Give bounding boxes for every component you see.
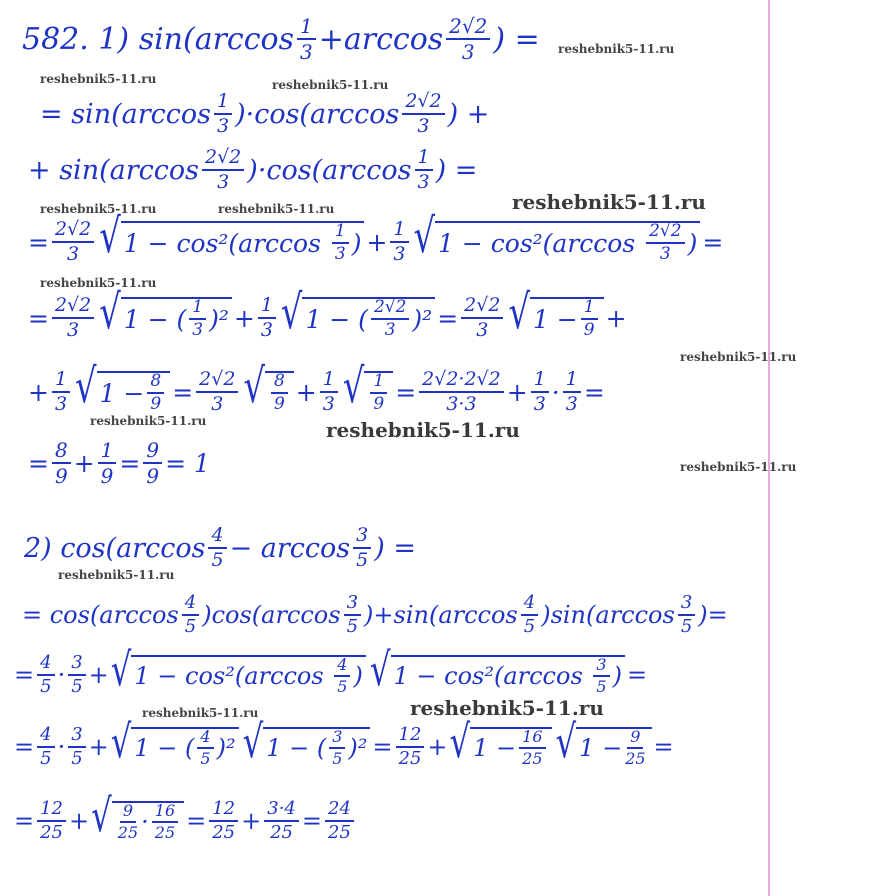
watermark: reshebnik5-11.ru <box>512 190 706 214</box>
part2-line-1: 2) cos(arccos $\frac{4}{5}$ − arccos $\frac{3}{5}$ ) = <box>24 524 416 571</box>
watermark: reshebnik5-11.ru <box>680 350 797 364</box>
watermark: reshebnik5-11.ru <box>410 696 604 720</box>
watermark: reshebnik5-11.ru <box>40 202 157 216</box>
watermark: reshebnik5-11.ru <box>680 460 797 474</box>
watermark: reshebnik5-11.ru <box>58 568 175 582</box>
part1-line-1: 582. 1) sin(arccos $\frac{1}{3}$ +arccos $\frac{2√2}{3}$ ) = <box>22 14 540 64</box>
part2-label: 2) <box>24 532 52 564</box>
part1-line-2: = sin(arccos $\frac{1}{3}$ )·cos(arccos $\frac{2√2}{3}$ ) + <box>40 90 490 137</box>
watermark: reshebnik5-11.ru <box>326 418 520 442</box>
part1-line-6: + $\frac{1}{3}$ √ 1 − $\frac{8}{9}$ = $\frac{2√2}{3}$ √ $\frac{8}{9}$ + $\frac{1}{3}$ √ $\frac{1}{9}$ = $\frac{2√2\cdot 2√2}{3\cdot 3}$ + $\frac{1}{3}$ · $\frac{1}{3}$ = <box>28 358 605 415</box>
margin-line <box>768 0 770 896</box>
part1-line-7: = $\frac{8}{9}$ + $\frac{1}{9}$ = $\frac{9}{9}$ = 1 <box>28 438 210 488</box>
watermark: reshebnik5-11.ru <box>558 42 675 56</box>
part1-label: 1) <box>98 21 130 57</box>
part1-line-5: = $\frac{2√2}{3}$ √ 1 − ( $\frac{1}{3}$ )² + $\frac{1}{3}$ √ 1 − ( $\frac{2√2}{3}$ )² = $\frac{2√2}{3}$ √ 1 − $\frac{1}{9}$ + <box>28 284 627 341</box>
part2-line-5: = $\frac{12}{25}$ + √ $\frac{9}{25}$ · $\frac{16}{25}$ = $\frac{12}{25}$ + $\frac{3\cdot 4}{25}$ = $\frac{24}{25}$ <box>14 800 357 842</box>
part1-line-4: = $\frac{2√2}{3}$ √ 1 − cos²(arccos $\frac{1}{3}$ ) + $\frac{1}{3}$ √ 1 − cos²(arccos $\frac{2√2}{3}$ ) = <box>28 208 724 265</box>
watermark: reshebnik5-11.ru <box>90 414 207 428</box>
watermark: reshebnik5-11.ru <box>142 706 259 720</box>
part2-line-4: = $\frac{4}{5}$ · $\frac{3}{5}$ + √ 1 − ( $\frac{4}{5}$ )² √ 1 − ( $\frac{3}{5}$ )² = $\frac{12}{25}$ + √ 1 − $\frac{16}{25}$ √ 1 − $\frac{9}{25}$ = <box>14 714 674 769</box>
watermark: reshebnik5-11.ru <box>218 202 335 216</box>
part1-line-3: + sin(arccos $\frac{2√2}{3}$ )·cos(arccos $\frac{1}{3}$ ) = <box>28 146 478 193</box>
problem-number: 582. <box>22 21 89 57</box>
watermark: reshebnik5-11.ru <box>272 78 389 92</box>
part2-line-2: = cos(arccos $\frac{4}{5}$ )cos(arccos $\frac{3}{5}$ )+sin(arccos $\frac{4}{5}$ )sin(arccos $\frac{3}{5}$ )= <box>22 592 728 637</box>
part2-line-3: = $\frac{4}{5}$ · $\frac{3}{5}$ + √ 1 − cos²(arccos $\frac{4}{5}$ ) √ 1 − cos²(arccos $\frac{3}{5}$ ) = <box>14 642 648 697</box>
watermark: reshebnik5-11.ru <box>40 276 157 290</box>
watermark: reshebnik5-11.ru <box>40 72 157 86</box>
